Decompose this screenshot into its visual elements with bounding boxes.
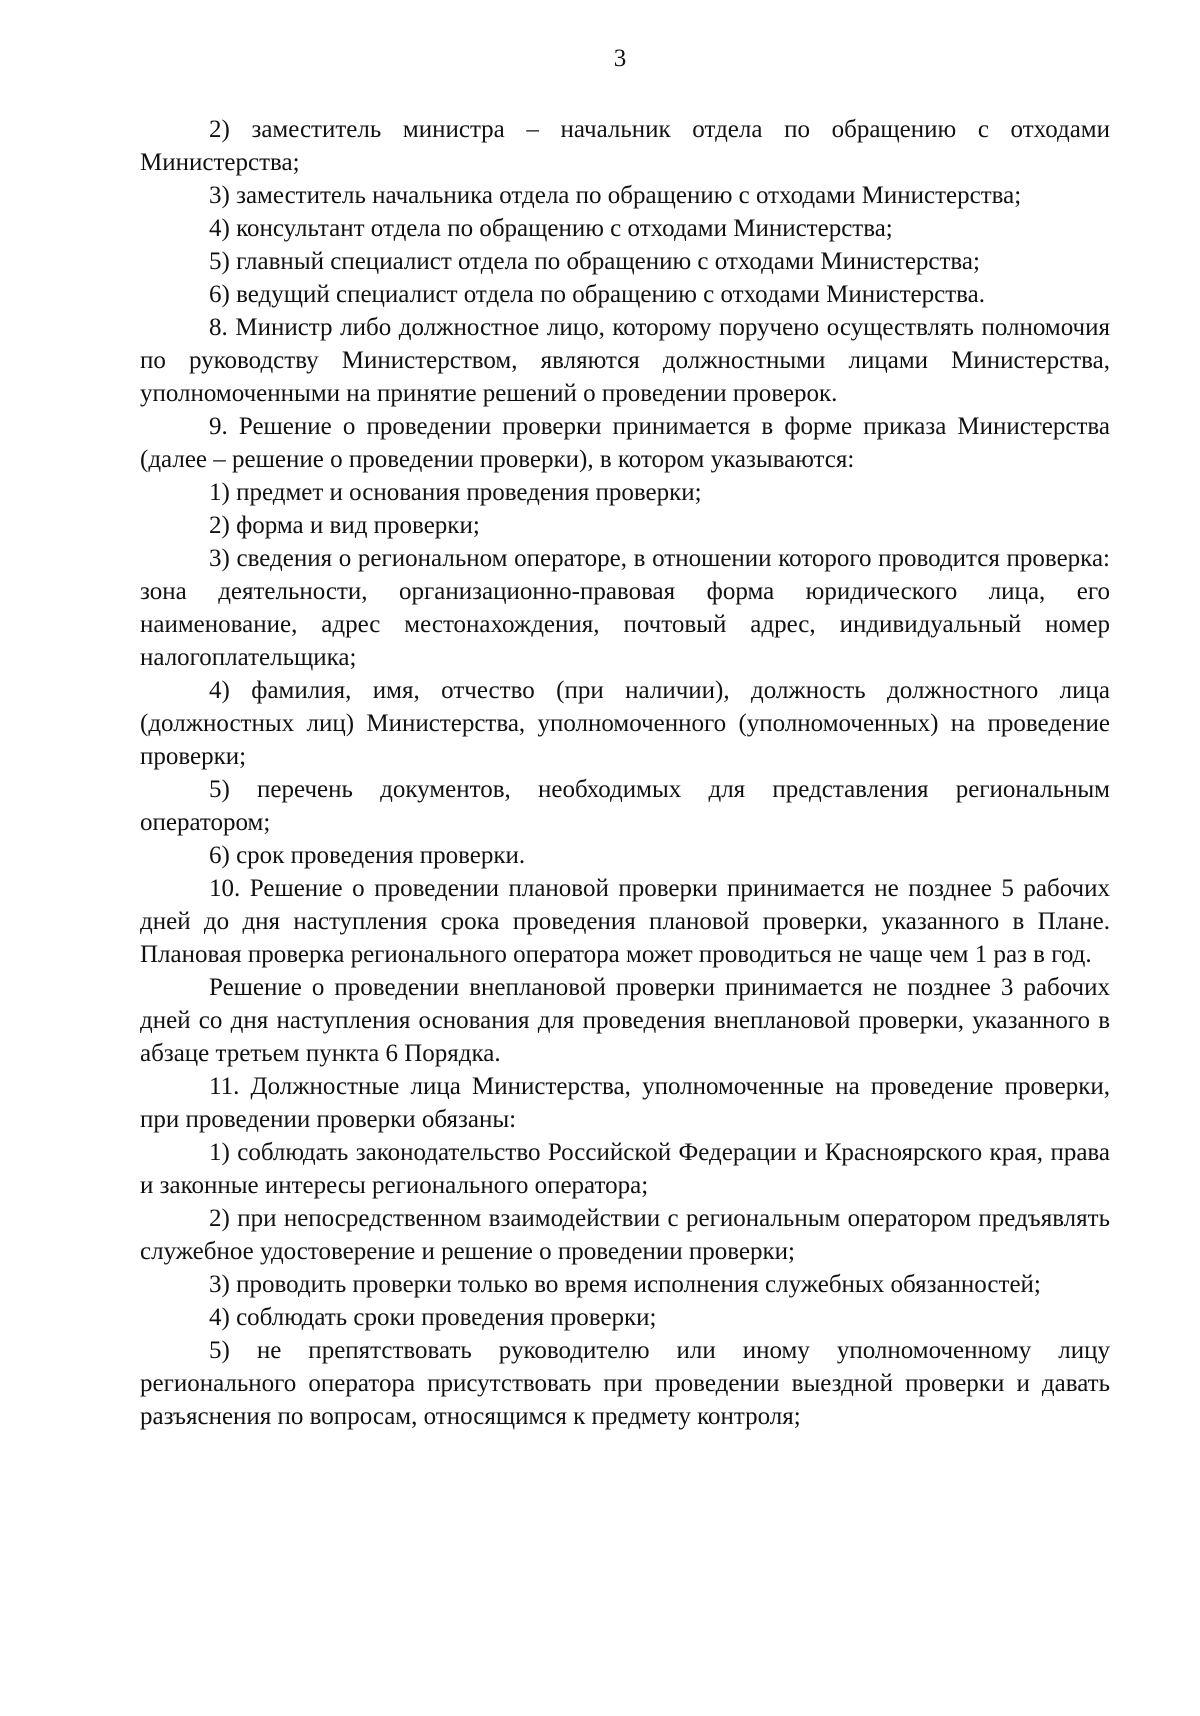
paragraph: 9. Решение о проведении проверки принимается в форме приказа Министерства (далее – решение о проведении проверки), в котором указываются:: [140, 413, 1110, 473]
paragraph: 6) срок проведения проверки.: [209, 842, 526, 869]
paragraph: 2) заместитель министра – начальник отдела по обращению с отходами Министерства;: [140, 116, 1110, 176]
paragraph: 2) при непосредственном взаимодействии с региональным оператором предъявлять служебное удостоверение и решение о проведении проверки;: [140, 1205, 1110, 1265]
paragraph: 5) перечень документов, необходимых для представления региональным оператором;: [140, 776, 1110, 836]
paragraph: Решение о проведении внеплановой проверки принимается не позднее 3 рабочих дней со дня наступления основания для проведения внеплановой проверки, указанного в абзаце третьем пункта 6 Порядка.: [140, 974, 1110, 1067]
paragraph: 4) фамилия, имя, отчество (при наличии), должность должностного лица (должностных лиц) Министерства, уполномоченного (уполномоченных) на проведение проверки;: [140, 677, 1110, 770]
paragraph: 1) предмет и основания проведения проверки;: [209, 479, 702, 506]
paragraph: 10. Решение о проведении плановой проверки принимается не позднее 5 рабочих дней до дня наступления срока проведения плановой проверки, указанного в Плане. Плановая проверка регионального оператора может проводиться не чаще чем 1 раз в год.: [140, 875, 1110, 968]
paragraph: 8. Министр либо должностное лицо, которому поручено осуществлять полномочия по руководству Министерством, являются должностными лицами Министерства, уполномоченными на принятие решений о проведении проверок.: [140, 314, 1110, 407]
document-body: [140, 113, 1110, 1433]
paragraph: 3) проводить проверки только во время исполнения служебных обязанностей;: [209, 1271, 1041, 1298]
paragraph: 4) консультант отдела по обращению с отходами Министерства;: [209, 215, 893, 242]
paragraph: 5) не препятствовать руководителю или иному уполномоченному лицу регионального оператора присутствовать при проведении выездной проверки и давать разъяснения по вопросам, относящимся к предмету контроля;: [140, 1337, 1110, 1430]
paragraph: 1) соблюдать законодательство Российской Федерации и Красноярского края, права и законные интересы регионального оператора;: [140, 1139, 1110, 1199]
paragraph: 2) форма и вид проверки;: [209, 512, 480, 539]
paragraph: 3) сведения о региональном операторе, в отношении которого проводится проверка: зона деятельности, организационно-правовая форма юридического лица, его наименование, адрес местонахождения, почтовый адрес, индивидуальный номер налогоплательщика;: [140, 545, 1110, 671]
page-number: 3: [613, 45, 627, 72]
paragraph: 11. Должностные лица Министерства, уполномоченные на проведение проверки, при проведении проверки обязаны:: [140, 1073, 1110, 1133]
paragraph: 4) соблюдать сроки проведения проверки;: [209, 1304, 657, 1331]
paragraph: 5) главный специалист отдела по обращению с отходами Министерства;: [209, 248, 980, 275]
paragraph: 6) ведущий специалист отдела по обращению с отходами Министерства.: [209, 281, 985, 308]
paragraph: 3) заместитель начальника отдела по обращению с отходами Министерства;: [209, 182, 1022, 209]
